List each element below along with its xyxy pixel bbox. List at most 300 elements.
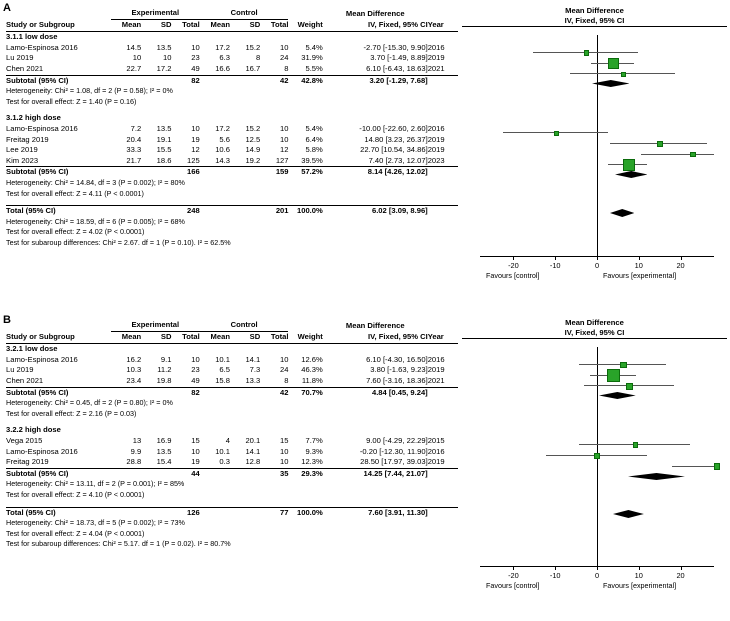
table-row xyxy=(6,124,458,135)
row-exp-sd: 19.8 xyxy=(156,375,172,385)
col-ctrl-mean: Mean xyxy=(200,331,230,344)
header-control: Control xyxy=(200,320,289,331)
subtotal-row xyxy=(6,75,458,86)
table-row xyxy=(6,436,458,447)
row-study: Kim 2023 xyxy=(6,155,39,165)
row-study: Freitag 2019 xyxy=(6,457,49,467)
row-exp-sd: 9.1 xyxy=(160,354,172,364)
axis-tick-label: 10 xyxy=(634,571,643,580)
effect-marker xyxy=(657,141,662,146)
stat-note: Test for overall effect: Z = 1.40 (P = 0.16) xyxy=(6,96,137,106)
stat-note: Heterogeneity: Chi² = 14.84, df = 3 (P = 0.002); I² = 80% xyxy=(6,177,185,187)
row-ctrl-total: 24 xyxy=(280,53,289,63)
subtotal-ci: 3.20 [-1.29, 7.68] xyxy=(323,75,428,86)
row-ctrl-mean: 10.1 xyxy=(215,354,230,364)
row-ctrl-total: 10 xyxy=(280,42,289,52)
row-exp-mean: 7.2 xyxy=(130,123,142,133)
effect-marker xyxy=(607,369,620,382)
stat-note-row xyxy=(6,409,458,420)
summary-diamond xyxy=(613,510,644,518)
header-mean-difference: Mean Difference xyxy=(345,320,405,330)
stat-note: Heterogeneity: Chi² = 18.73, df = 5 (P = 0.002); I² = 73% xyxy=(6,518,185,528)
subtotal-ctrl-total: 42 xyxy=(260,75,288,86)
axis-tick xyxy=(597,256,598,260)
subtotal-row xyxy=(6,387,458,398)
row-exp-total: 10 xyxy=(191,446,200,456)
subtotal-ci: 14.25 [7.44, 21.07] xyxy=(323,468,428,479)
stat-note: Heterogeneity: Chi² = 0.45, df = 2 (P = 0.80); I² = 0% xyxy=(6,398,173,408)
axis-tick-label: 0 xyxy=(594,261,600,270)
row-ci: 14.80 [3.23, 26.37] xyxy=(364,134,428,144)
row-year: 2019 xyxy=(427,145,445,155)
row-ctrl-sd: 12.5 xyxy=(245,134,261,144)
axis-tick-label: -20 xyxy=(508,261,519,270)
row-ctrl-mean: 5.6 xyxy=(219,134,230,144)
row-exp-mean: 23.4 xyxy=(126,375,142,385)
stat-note-row xyxy=(6,479,458,490)
plot-subtitle: IV, Fixed, 95% CI xyxy=(462,328,727,339)
row-exp-sd: 17.2 xyxy=(156,63,172,73)
table-row xyxy=(6,145,458,156)
favours-control-label: Favours [control] xyxy=(486,581,540,590)
table-row xyxy=(6,457,458,468)
effect-marker xyxy=(594,453,600,459)
col-ci: IV, Fixed, 95% CI xyxy=(323,331,428,344)
total-ctrl-total: 201 xyxy=(260,206,288,217)
row-exp-mean: 13 xyxy=(132,435,142,445)
row-weight: 7.7% xyxy=(305,435,323,445)
row-ctrl-sd: 7.3 xyxy=(249,365,261,375)
row-exp-mean: 20.4 xyxy=(126,134,142,144)
row-exp-total: 15 xyxy=(191,435,200,445)
row-exp-sd: 10 xyxy=(163,53,172,63)
stat-note-row xyxy=(6,189,458,200)
header-experimental: Experimental xyxy=(111,8,200,19)
stat-note-row xyxy=(6,539,458,550)
row-ctrl-total: 10 xyxy=(280,134,289,144)
stat-note: Heterogeneity: Chi² = 13.11, df = 2 (P = 0.001); I² = 85% xyxy=(6,479,185,489)
row-ctrl-total: 10 xyxy=(280,446,289,456)
subtotal-ctrl-total: 42 xyxy=(260,387,288,398)
table-row xyxy=(6,365,458,376)
row-ci: -10.00 [-22.60, 2.60] xyxy=(359,123,428,133)
axis-tick-label: 20 xyxy=(676,571,685,580)
total-row xyxy=(6,507,458,518)
row-exp-sd: 13.5 xyxy=(156,42,172,52)
subtotal-ctrl-total: 159 xyxy=(260,167,288,178)
row-ctrl-sd: 8 xyxy=(256,53,261,63)
row-ctrl-mean: 14.3 xyxy=(215,155,230,165)
row-year: 2019 xyxy=(427,457,445,467)
stat-note-row xyxy=(6,217,458,228)
total-weight: 100.0% xyxy=(288,206,322,217)
row-year: 2015 xyxy=(427,435,445,445)
row-exp-sd: 19.1 xyxy=(156,134,172,144)
row-exp-total: 10 xyxy=(191,123,200,133)
row-ctrl-total: 24 xyxy=(280,365,289,375)
col-ctrl-sd: SD xyxy=(230,19,260,32)
row-weight: 12.6% xyxy=(301,354,323,364)
row-exp-total: 19 xyxy=(191,134,200,144)
stat-note-row xyxy=(6,227,458,238)
axis-tick xyxy=(681,566,682,570)
col-exp-sd: SD xyxy=(141,331,171,344)
row-exp-mean: 28.8 xyxy=(126,457,142,467)
subgroup-title-row xyxy=(6,32,458,43)
row-study: Chen 2021 xyxy=(6,63,44,73)
row-ctrl-total: 12 xyxy=(280,145,289,155)
row-ctrl-mean: 0.3 xyxy=(219,457,230,467)
row-study: Lu 2019 xyxy=(6,365,34,375)
effect-marker xyxy=(623,159,635,171)
total-label: Total (95% CI) xyxy=(6,206,111,217)
total-weight: 100.0% xyxy=(288,507,322,518)
col-study: Study or Subgroup xyxy=(6,19,111,32)
subtotal-exp-total: 44 xyxy=(171,468,199,479)
row-study: Vega 2015 xyxy=(6,435,43,445)
summary-diamond xyxy=(592,80,629,87)
row-year: 2023 xyxy=(427,155,445,165)
col-exp-total: Total xyxy=(171,19,199,32)
row-study: Chen 2021 xyxy=(6,375,44,385)
axis-tick xyxy=(681,256,682,260)
stat-note-row xyxy=(6,97,458,108)
table-row xyxy=(6,43,458,54)
row-ctrl-total: 8 xyxy=(284,375,289,385)
table-group-header xyxy=(6,320,458,331)
row-ctrl-total: 10 xyxy=(280,123,289,133)
axis-tick-label: -10 xyxy=(549,261,561,270)
row-year: 2016 xyxy=(427,354,445,364)
stat-note: Test for overall effect: Z = 2.16 (P = 0.03) xyxy=(6,408,137,418)
meta-table xyxy=(6,320,458,550)
row-year: 2016 xyxy=(427,123,445,133)
row-ctrl-mean: 15.8 xyxy=(215,375,230,385)
row-ci: 7.60 [-3.16, 18.36] xyxy=(366,375,428,385)
header-experimental: Experimental xyxy=(111,320,200,331)
row-exp-sd: 13.5 xyxy=(156,446,172,456)
row-ctrl-sd: 13.3 xyxy=(245,375,261,385)
row-ctrl-mean: 4 xyxy=(225,435,230,445)
effect-marker xyxy=(608,58,619,69)
col-year: Year xyxy=(428,19,458,32)
total-label: Total (95% CI) xyxy=(6,507,111,518)
panel-b-letter: B xyxy=(3,314,11,326)
row-exp-sd: 18.6 xyxy=(156,155,172,165)
table-row xyxy=(6,156,458,167)
row-weight: 5.4% xyxy=(305,123,323,133)
col-ctrl-total: Total xyxy=(260,19,288,32)
col-exp-mean: Mean xyxy=(111,19,141,32)
table-column-header xyxy=(6,331,458,344)
effect-marker xyxy=(620,362,627,369)
total-ci: 7.60 [3.91, 11.30] xyxy=(323,507,428,518)
row-ci: 28.50 [17.97, 39.03] xyxy=(360,457,428,467)
row-study: Lamo-Espinosa 2016 xyxy=(6,42,78,52)
row-exp-mean: 16.2 xyxy=(126,354,142,364)
subtotal-label: Subtotal (95% CI) xyxy=(6,75,111,86)
row-ctrl-total: 127 xyxy=(275,155,289,165)
summary-diamond xyxy=(628,473,685,480)
axis-tick xyxy=(555,566,556,570)
row-exp-mean: 10 xyxy=(132,53,142,63)
favours-control-label: Favours [control] xyxy=(486,271,540,280)
row-exp-sd: 11.2 xyxy=(157,365,172,375)
row-study: Lamo-Espinosa 2016 xyxy=(6,446,78,456)
col-weight: Weight xyxy=(288,19,322,32)
panel-a-letter: A xyxy=(3,2,11,14)
subtotal-weight: 70.7% xyxy=(288,387,322,398)
row-ctrl-sd: 19.2 xyxy=(245,155,261,165)
row-weight: 5.4% xyxy=(305,42,323,52)
effect-marker xyxy=(584,50,589,55)
row-ctrl-mean: 10.1 xyxy=(215,446,230,456)
col-ctrl-total: Total xyxy=(260,331,288,344)
row-ctrl-total: 8 xyxy=(284,63,289,73)
header-control: Control xyxy=(200,8,289,19)
row-ctrl-sd: 14.1 xyxy=(245,354,261,364)
stat-note-row xyxy=(6,86,458,97)
row-ctrl-sd: 15.2 xyxy=(245,42,261,52)
plot-title: Mean Difference xyxy=(565,318,624,327)
subtotal-ci: 8.14 [4.26, 12.02] xyxy=(323,167,428,178)
row-exp-mean: 9.9 xyxy=(130,446,142,456)
row-year: 2019 xyxy=(427,53,445,63)
confidence-interval-line xyxy=(641,154,714,155)
row-weight: 6.4% xyxy=(305,134,323,144)
summary-diamond xyxy=(610,209,635,217)
subtotal-row xyxy=(6,468,458,479)
effect-marker xyxy=(554,131,559,136)
axis-tick xyxy=(597,566,598,570)
table-column-header xyxy=(6,19,458,32)
subgroup-title-row xyxy=(6,113,458,124)
col-ctrl-mean: Mean xyxy=(200,19,230,32)
col-exp-mean: Mean xyxy=(111,331,141,344)
stat-note-row xyxy=(6,518,458,529)
row-exp-total: 49 xyxy=(191,63,200,73)
row-ctrl-mean: 10.6 xyxy=(215,145,230,155)
effect-marker xyxy=(690,152,695,157)
row-ctrl-mean: 6.5 xyxy=(219,365,230,375)
subtotal-ci: 4.84 [0.45, 9.24] xyxy=(323,387,428,398)
null-effect-line xyxy=(597,35,598,256)
row-ci: 3.80 [-1.63, 9.23] xyxy=(370,365,428,375)
row-study: Lee 2019 xyxy=(6,145,38,155)
row-exp-sd: 16.9 xyxy=(156,435,172,445)
row-ci: 3.70 [-1.49, 8.89] xyxy=(370,53,428,63)
subtotal-label: Subtotal (95% CI) xyxy=(6,468,111,479)
row-exp-total: 10 xyxy=(191,42,200,52)
row-weight: 9.3% xyxy=(305,446,323,456)
stat-note-row xyxy=(6,178,458,189)
row-exp-total: 10 xyxy=(191,354,200,364)
table-row xyxy=(6,355,458,366)
row-ctrl-total: 10 xyxy=(280,457,289,467)
row-exp-total: 19 xyxy=(191,457,200,467)
row-year: 2019 xyxy=(427,365,445,375)
col-year: Year xyxy=(428,331,458,344)
row-ctrl-mean: 17.2 xyxy=(215,123,230,133)
row-ci: 7.40 [2.73, 12.07] xyxy=(368,155,428,165)
summary-diamond xyxy=(599,392,636,399)
col-ci: IV, Fixed, 95% CI xyxy=(323,19,428,32)
row-exp-total: 23 xyxy=(191,365,200,375)
row-exp-mean: 21.7 xyxy=(126,155,142,165)
subtotal-weight: 29.3% xyxy=(288,468,322,479)
effect-marker xyxy=(714,463,721,470)
col-ctrl-sd: SD xyxy=(230,331,260,344)
row-ctrl-mean: 17.2 xyxy=(215,42,230,52)
stat-note: Test for overall effect: Z = 4.02 (P < 0.0001) xyxy=(6,227,145,237)
row-study: Lu 2019 xyxy=(6,53,34,63)
row-ci: 6.10 [-4.30, 16.50] xyxy=(366,354,428,364)
axis-tick xyxy=(513,256,514,260)
subgroup-title: 3.1.1 low dose xyxy=(6,32,58,42)
stat-note-row xyxy=(6,529,458,540)
favours-experimental-label: Favours [experimental] xyxy=(603,581,677,590)
row-ctrl-mean: 6.3 xyxy=(219,53,230,63)
table-row xyxy=(6,447,458,458)
row-year: 2021 xyxy=(427,63,445,73)
total-ctrl-total: 77 xyxy=(260,507,288,518)
row-ctrl-sd: 14.1 xyxy=(245,446,261,456)
panel-b xyxy=(0,312,730,621)
subtotal-weight: 57.2% xyxy=(288,167,322,178)
row-year: 2016 xyxy=(427,42,445,52)
stat-note-row xyxy=(6,238,458,249)
row-exp-sd: 15.4 xyxy=(156,457,172,467)
subtotal-label: Subtotal (95% CI) xyxy=(6,387,111,398)
row-study: Freitag 2019 xyxy=(6,134,49,144)
table-row xyxy=(6,53,458,64)
axis-tick xyxy=(639,256,640,260)
row-weight: 11.8% xyxy=(301,375,323,385)
row-weight: 12.3% xyxy=(301,457,323,467)
row-year: 2021 xyxy=(427,375,445,385)
table-row xyxy=(6,135,458,146)
row-exp-mean: 22.7 xyxy=(126,63,142,73)
total-ci: 6.02 [3.09, 8.96] xyxy=(323,206,428,217)
plot-subtitle: IV, Fixed, 95% CI xyxy=(462,16,727,27)
axis-tick-label: 20 xyxy=(676,261,685,270)
subtotal-row xyxy=(6,167,458,178)
row-exp-total: 125 xyxy=(187,155,200,165)
row-exp-mean: 33.3 xyxy=(126,145,142,155)
stat-note: Heterogeneity: Chi² = 18.59, df = 6 (P = 0.005); I² = 68% xyxy=(6,216,185,226)
row-exp-total: 23 xyxy=(191,53,200,63)
col-exp-total: Total xyxy=(171,331,199,344)
stat-note: Test for overall effect: Z = 4.04 (P < 0.0001) xyxy=(6,528,145,538)
row-ctrl-total: 10 xyxy=(280,354,289,364)
row-exp-mean: 14.5 xyxy=(126,42,142,52)
subgroup-title-row xyxy=(6,344,458,355)
row-ctrl-sd: 15.2 xyxy=(245,123,261,133)
favours-experimental-label: Favours [experimental] xyxy=(603,271,677,280)
row-weight: 31.9% xyxy=(301,53,323,63)
table-row xyxy=(6,376,458,387)
row-exp-sd: 13.5 xyxy=(156,123,172,133)
stat-note: Test for overall effect: Z = 4.10 (P < 0.0001) xyxy=(6,489,145,499)
axis-tick xyxy=(513,566,514,570)
stat-note: Test for subaroup differences: Chi² = 2.67. df = 1 (P = 0.10). I² = 62.5% xyxy=(6,237,231,247)
axis-tick-label: -10 xyxy=(549,571,561,580)
row-exp-sd: 15.5 xyxy=(156,145,172,155)
row-ci: 22.70 [10.54, 34.86] xyxy=(360,145,428,155)
row-ctrl-sd: 20.1 xyxy=(245,435,261,445)
subtotal-exp-total: 82 xyxy=(171,75,199,86)
row-weight: 39.5% xyxy=(301,155,323,165)
axis-tick-label: -20 xyxy=(508,571,519,580)
header-mean-difference: Mean Difference xyxy=(345,8,405,18)
subgroup-title: 3.1.2 high dose xyxy=(6,113,61,123)
stat-note: Heterogeneity: Chi² = 1.08, df = 2 (P = 0.58); I² = 0% xyxy=(6,86,173,96)
effect-marker xyxy=(621,72,626,77)
stat-note-row xyxy=(6,490,458,501)
row-weight: 5.8% xyxy=(305,145,323,155)
row-study: Lamo-Espinosa 2016 xyxy=(6,354,78,364)
row-ctrl-total: 15 xyxy=(280,435,289,445)
subtotal-exp-total: 166 xyxy=(171,167,199,178)
axis-tick-label: 0 xyxy=(594,571,600,580)
row-ctrl-sd: 16.7 xyxy=(245,63,261,73)
stat-note: Test for subaroup differences: Chi² = 5.17. df = 1 (P = 0.02). I² = 80.7% xyxy=(6,539,231,549)
axis-tick xyxy=(639,566,640,570)
total-row xyxy=(6,206,458,217)
row-ci: 9.00 [-4.29, 22.29] xyxy=(366,435,428,445)
subgroup-title: 3.2.1 low dose xyxy=(6,344,58,354)
col-weight: Weight xyxy=(288,331,322,344)
meta-table xyxy=(6,8,458,248)
row-weight: 46.3% xyxy=(301,365,323,375)
row-weight: 5.5% xyxy=(305,63,323,73)
row-ci: 6.10 [-6.43, 18.63] xyxy=(366,63,428,73)
table-row xyxy=(6,64,458,75)
col-study: Study or Subgroup xyxy=(6,331,111,344)
col-exp-sd: SD xyxy=(141,19,171,32)
stat-note: Test for overall effect: Z = 4.11 (P < 0.0001) xyxy=(6,188,144,198)
subtotal-weight: 42.8% xyxy=(288,75,322,86)
subtotal-exp-total: 82 xyxy=(171,387,199,398)
row-exp-total: 12 xyxy=(191,145,200,155)
subgroup-title: 3.2.2 high dose xyxy=(6,425,61,435)
plot-title: Mean Difference xyxy=(565,6,624,15)
axis-tick xyxy=(555,256,556,260)
subgroup-title-row xyxy=(6,425,458,436)
total-exp-total: 248 xyxy=(171,206,199,217)
row-ctrl-mean: 16.6 xyxy=(215,63,230,73)
row-ci: -2.70 [-15.30, 9.90] xyxy=(363,42,428,52)
row-ctrl-sd: 14.9 xyxy=(245,145,261,155)
row-exp-mean: 10.3 xyxy=(126,365,142,375)
panel-a xyxy=(0,0,730,310)
row-ci: -0.20 [-12.30, 11.90] xyxy=(359,446,428,456)
summary-diamond xyxy=(615,171,647,178)
stat-note-row xyxy=(6,398,458,409)
effect-marker xyxy=(626,383,633,390)
row-year: 2016 xyxy=(427,446,445,456)
row-year: 2019 xyxy=(427,134,445,144)
row-study: Lamo-Espinosa 2016 xyxy=(6,123,78,133)
table-group-header xyxy=(6,8,458,19)
axis-tick-label: 10 xyxy=(634,261,643,270)
row-exp-total: 49 xyxy=(191,375,200,385)
subtotal-label: Subtotal (95% CI) xyxy=(6,167,111,178)
effect-marker xyxy=(633,442,639,448)
total-exp-total: 126 xyxy=(171,507,199,518)
subtotal-ctrl-total: 35 xyxy=(260,468,288,479)
confidence-interval-line xyxy=(672,466,714,467)
